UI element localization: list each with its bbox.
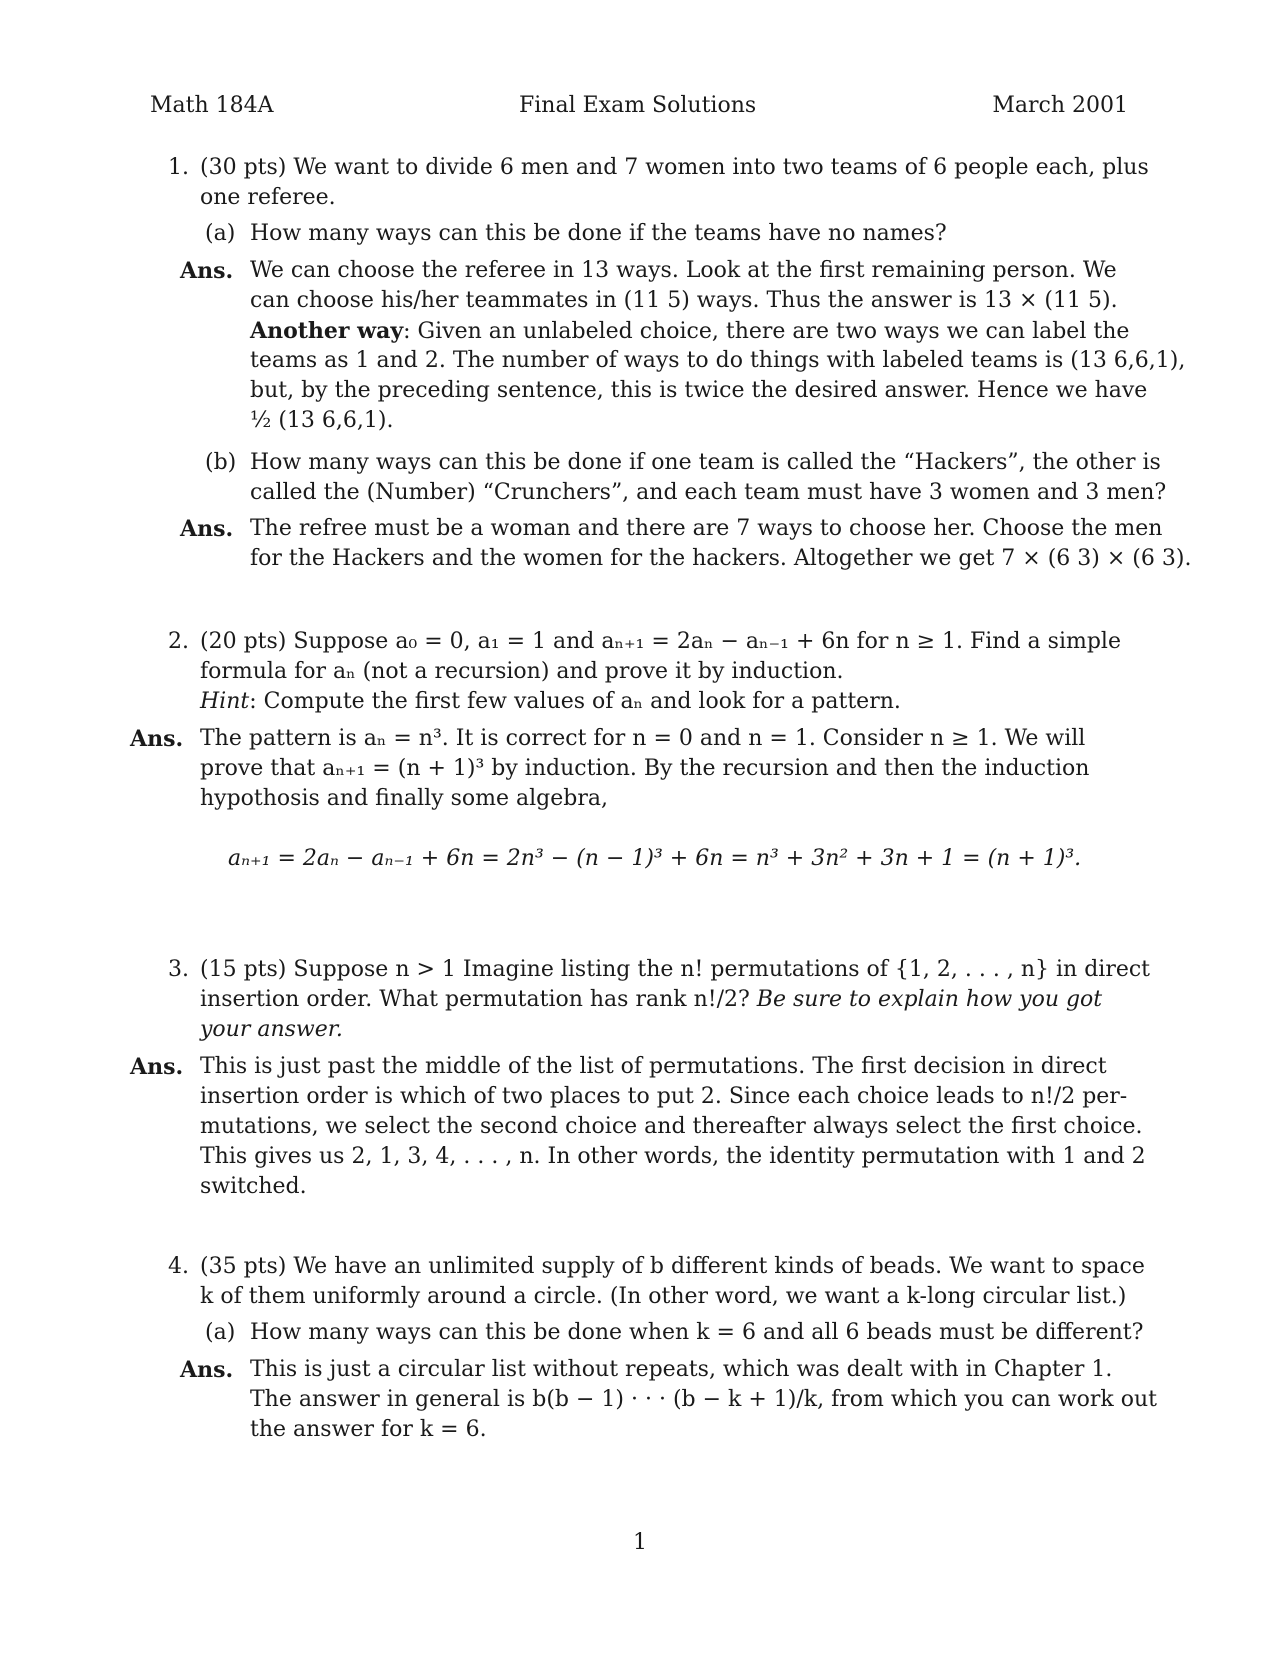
problem-4a-question: How many ways can this be done when k = 6 and all 6 beads must be different?	[250, 1320, 1144, 1345]
problem-1b-answer-line-1: The refree must be a woman and there are 7 ways to choose her. Choose the men	[250, 516, 1163, 541]
problem-1a-label: (a)	[205, 221, 236, 246]
problem-1a-answer-line-6: ½ (13 6,6,1).	[250, 408, 394, 433]
problem-3-answer-line-5: switched.	[200, 1174, 307, 1199]
problem-1b-question-line-1: How many ways can this be done if one team is called the “Hackers”, the other is	[250, 450, 1161, 475]
problem-4a-answer-line-2: The answer in general is b(b − 1) · · · (b − k + 1)/k, from which you can work out	[250, 1387, 1157, 1412]
problem-1b-label: (b)	[205, 450, 237, 475]
problem-3-answer-label: Ans.	[130, 1054, 184, 1080]
problem-1a-answer-line-5: but, by the preceding sentence, this is twice the desired answer. Hence we have	[250, 378, 1148, 403]
problem-2-hint	[200, 687, 901, 717]
problem-2-answer-line-1: The pattern is aₙ = n³. It is correct for n = 0 and n = 1. Consider n ≥ 1. We will	[200, 726, 1086, 751]
problem-4a-answer-line-3: the answer for k = 6.	[250, 1417, 487, 1442]
problem-4a-label: (a)	[205, 1320, 236, 1345]
problem-1-number: 1.	[168, 155, 189, 180]
problem-1a-question: How many ways can this be done if the teams have no names?	[250, 221, 947, 246]
problem-2-answer-line-3: hypothosis and finally some algebra,	[200, 786, 608, 811]
problem-1b-question-line-2: called the (Number) “Crunchers”, and each team must have 3 women and 3 men?	[250, 480, 1167, 505]
problem-2-number: 2.	[168, 629, 189, 654]
document-title: Final Exam Solutions	[519, 93, 757, 118]
hint-text: : Compute the first few values of aₙ and look for a pattern.	[249, 689, 901, 714]
problem-3-statement-line-1: (15 pts) Suppose n > 1 Imagine listing the n! permutations of {1, 2, . . . , n} in direct	[200, 957, 1151, 982]
problem-1a-answer-line-1: We can choose the referee in 13 ways. Look at the first remaining person. We	[250, 258, 1117, 283]
problem-2-induction-equation: aₙ₊₁ = 2aₙ − aₙ₋₁ + 6n = 2n³ − (n − 1)³ + 6n = n³ + 3n² + 3n + 1 = (n + 1)³.	[228, 846, 1082, 871]
problem-3-answer-line-3: mutations, we select the second choice and thereafter always select the first choice.	[200, 1114, 1143, 1139]
another-way-text: : Given an unlabeled choice, there are two ways we can label the	[403, 319, 1130, 344]
problem-4a-answer-line-1: This is just a circular list without repeats, which was dealt with in Chapter 1.	[250, 1357, 1113, 1382]
problem-3-statement-line-3: your answer.	[200, 1017, 343, 1042]
problem-3-answer-line-2: insertion order is which of two places to put 2. Since each choice leads to n!/2 per-	[200, 1084, 1128, 1109]
problem-1a-answer-line-4: teams as 1 and 2. The number of ways to do things with labeled teams is (13 6,6,1),	[250, 348, 1186, 373]
problem-4a-answer-label: Ans.	[180, 1357, 234, 1383]
problem-2-answer-line-2: prove that aₙ₊₁ = (n + 1)³ by induction. By the recursion and then the induction	[200, 756, 1090, 781]
page-number: 1	[633, 1530, 647, 1555]
problem-4-statement-line-2: k of them uniformly around a circle. (In other word, we want a k-long circular list.)	[200, 1284, 1127, 1309]
problem-3-instruction: Be sure to explain how you got	[756, 987, 1103, 1012]
problem-1-statement-line-2: one referee.	[200, 185, 336, 210]
course-name: Math 184A	[150, 93, 274, 118]
problem-2-statement-line-1: (20 pts) Suppose a₀ = 0, a₁ = 1 and aₙ₊₁ = 2aₙ − aₙ₋₁ + 6n for n ≥ 1. Find a simple	[200, 629, 1121, 654]
problem-3-statement-text: insertion order. What permutation has rank n!/2?	[200, 987, 757, 1012]
problem-1a-answer-line-3	[250, 316, 1129, 347]
another-way-label: Another way	[250, 318, 404, 344]
problem-2-statement-line-2: formula for aₙ (not a recursion) and prove it by induction.	[200, 659, 844, 684]
problem-1b-answer-label: Ans.	[180, 516, 234, 542]
problem-3-answer-line-4: This gives us 2, 1, 3, 4, . . . , n. In other words, the identity permutation with 1 and 2	[200, 1144, 1146, 1169]
problem-1-statement-line-1: (30 pts) We want to divide 6 men and 7 women into two teams of 6 people each, plus	[200, 155, 1149, 180]
exam-date: March 2001	[992, 93, 1128, 118]
problem-4-statement-line-1: (35 pts) We have an unlimited supply of b different kinds of beads. We want to space	[200, 1254, 1145, 1279]
problem-3-statement-line-2	[200, 985, 1102, 1015]
problem-1a-answer-label: Ans.	[180, 258, 234, 284]
problem-4-number: 4.	[168, 1254, 189, 1279]
problem-1b-answer-line-2: for the Hackers and the women for the hackers. Altogether we get 7 × (6 3) × (6 3).	[250, 546, 1192, 571]
problem-3-number: 3.	[168, 957, 189, 982]
hint-label: Hint	[200, 689, 250, 714]
problem-1a-answer-line-2: can choose his/her teammates in (11 5) ways. Thus the answer is 13 × (11 5).	[250, 288, 1118, 313]
problem-2-answer-label: Ans.	[130, 726, 184, 752]
problem-3-answer-line-1: This is just past the middle of the list of permutations. The first decision in direct	[200, 1054, 1107, 1079]
